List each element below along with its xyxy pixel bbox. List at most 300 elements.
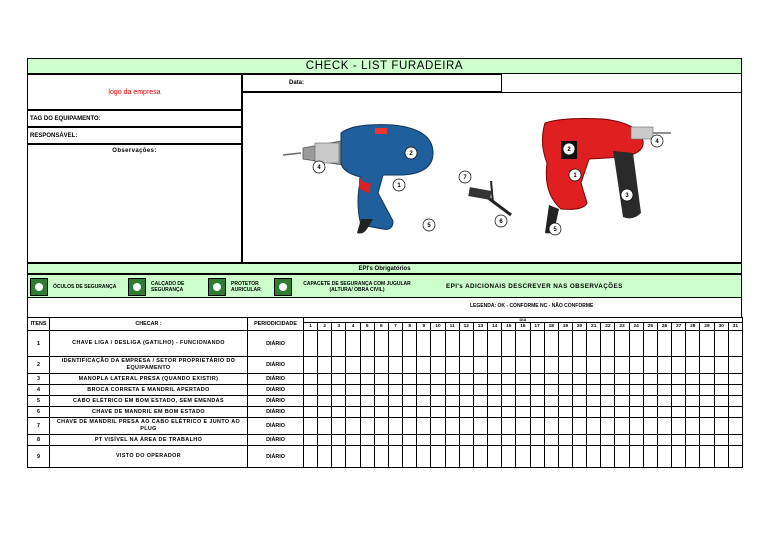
day-check-cell[interactable] — [304, 418, 318, 435]
day-check-cell[interactable] — [558, 331, 572, 357]
day-check-cell[interactable] — [714, 385, 728, 396]
day-check-cell[interactable] — [431, 331, 445, 357]
day-check-cell[interactable] — [572, 446, 586, 468]
day-header: 4 — [346, 323, 360, 331]
day-check-cell[interactable] — [672, 446, 686, 468]
day-check-cell[interactable] — [502, 418, 516, 435]
day-check-cell[interactable] — [360, 418, 374, 435]
day-check-cell[interactable] — [332, 385, 346, 396]
day-check-cell[interactable] — [374, 407, 388, 418]
day-check-cell[interactable] — [318, 407, 332, 418]
day-check-cell[interactable] — [629, 446, 643, 468]
day-check-cell[interactable] — [672, 396, 686, 407]
day-check-cell[interactable] — [318, 418, 332, 435]
day-check-cell[interactable] — [388, 357, 402, 374]
day-check-cell[interactable] — [304, 385, 318, 396]
day-check-cell[interactable] — [346, 374, 360, 385]
day-check-cell[interactable] — [374, 396, 388, 407]
day-check-cell[interactable] — [445, 385, 459, 396]
day-check-cell[interactable] — [417, 374, 431, 385]
day-check-cell[interactable] — [587, 407, 601, 418]
day-check-cell[interactable] — [360, 357, 374, 374]
day-check-cell[interactable] — [572, 396, 586, 407]
day-check-cell[interactable] — [530, 446, 544, 468]
day-check-cell[interactable] — [516, 331, 530, 357]
day-check-cell[interactable] — [657, 357, 671, 374]
day-check-cell[interactable] — [643, 357, 657, 374]
day-check-cell[interactable] — [657, 407, 671, 418]
day-check-cell[interactable] — [304, 331, 318, 357]
day-check-cell[interactable] — [445, 435, 459, 446]
day-check-cell[interactable] — [318, 374, 332, 385]
day-check-cell[interactable] — [473, 435, 487, 446]
day-check-cell[interactable] — [686, 418, 700, 435]
day-check-cell[interactable] — [403, 418, 417, 435]
day-check-cell[interactable] — [643, 418, 657, 435]
day-check-cell[interactable] — [572, 331, 586, 357]
day-check-cell[interactable] — [459, 418, 473, 435]
day-check-cell[interactable] — [502, 435, 516, 446]
day-check-cell[interactable] — [332, 435, 346, 446]
day-check-cell[interactable] — [629, 357, 643, 374]
day-check-cell[interactable] — [417, 331, 431, 357]
day-check-cell[interactable] — [403, 396, 417, 407]
day-check-cell[interactable] — [431, 374, 445, 385]
day-check-cell[interactable] — [558, 418, 572, 435]
day-check-cell[interactable] — [459, 435, 473, 446]
day-check-cell[interactable] — [615, 418, 629, 435]
day-check-cell[interactable] — [459, 357, 473, 374]
day-check-cell[interactable] — [643, 396, 657, 407]
day-check-cell[interactable] — [488, 396, 502, 407]
day-check-cell[interactable] — [530, 396, 544, 407]
day-check-cell[interactable] — [346, 385, 360, 396]
day-check-cell[interactable] — [643, 446, 657, 468]
day-check-cell[interactable] — [544, 357, 558, 374]
day-check-cell[interactable] — [403, 446, 417, 468]
day-check-cell[interactable] — [332, 407, 346, 418]
day-check-cell[interactable] — [374, 446, 388, 468]
day-check-cell[interactable] — [714, 418, 728, 435]
day-check-cell[interactable] — [502, 446, 516, 468]
day-check-cell[interactable] — [587, 357, 601, 374]
day-check-cell[interactable] — [473, 385, 487, 396]
day-check-cell[interactable] — [332, 374, 346, 385]
day-check-cell[interactable] — [700, 435, 714, 446]
day-check-cell[interactable] — [686, 435, 700, 446]
day-check-cell[interactable] — [686, 374, 700, 385]
day-check-cell[interactable] — [516, 357, 530, 374]
day-check-cell[interactable] — [502, 407, 516, 418]
red-drill-image — [542, 119, 671, 234]
day-check-cell[interactable] — [572, 435, 586, 446]
day-check-cell[interactable] — [558, 407, 572, 418]
day-check-cell[interactable] — [657, 331, 671, 357]
day-check-cell[interactable] — [318, 357, 332, 374]
day-check-cell[interactable] — [374, 331, 388, 357]
day-check-cell[interactable] — [657, 446, 671, 468]
day-check-cell[interactable] — [445, 407, 459, 418]
day-check-cell[interactable] — [558, 435, 572, 446]
day-check-cell[interactable] — [601, 385, 615, 396]
day-check-cell[interactable] — [332, 357, 346, 374]
day-check-cell[interactable] — [643, 331, 657, 357]
day-check-cell[interactable] — [700, 385, 714, 396]
day-check-cell[interactable] — [629, 418, 643, 435]
day-check-cell[interactable] — [686, 407, 700, 418]
day-check-cell[interactable] — [473, 331, 487, 357]
day-check-cell[interactable] — [544, 396, 558, 407]
day-check-cell[interactable] — [558, 357, 572, 374]
day-check-cell[interactable] — [473, 357, 487, 374]
day-check-cell[interactable] — [530, 407, 544, 418]
col-header-period: PERIODICIDADE — [248, 318, 304, 331]
day-check-cell[interactable] — [304, 435, 318, 446]
day-check-cell[interactable] — [728, 396, 742, 407]
day-check-cell[interactable] — [700, 418, 714, 435]
day-check-cell[interactable] — [431, 357, 445, 374]
day-check-cell[interactable] — [516, 407, 530, 418]
day-check-cell[interactable] — [488, 374, 502, 385]
day-check-cell[interactable] — [318, 435, 332, 446]
day-check-cell[interactable] — [388, 446, 402, 468]
day-check-cell[interactable] — [459, 385, 473, 396]
day-check-cell[interactable] — [488, 331, 502, 357]
day-check-cell[interactable] — [572, 407, 586, 418]
day-check-cell[interactable] — [488, 435, 502, 446]
day-check-cell[interactable] — [417, 435, 431, 446]
day-check-cell[interactable] — [304, 396, 318, 407]
day-check-cell[interactable] — [601, 407, 615, 418]
day-check-cell[interactable] — [388, 385, 402, 396]
day-check-cell[interactable] — [629, 435, 643, 446]
day-check-cell[interactable] — [304, 446, 318, 468]
row-periodicity: DIÁRIO — [248, 331, 304, 357]
day-check-cell[interactable] — [700, 331, 714, 357]
day-header: 16 — [516, 323, 530, 331]
day-check-cell[interactable] — [417, 385, 431, 396]
day-check-cell[interactable] — [346, 357, 360, 374]
day-check-cell[interactable] — [657, 385, 671, 396]
day-check-cell[interactable] — [530, 331, 544, 357]
day-check-cell[interactable] — [728, 374, 742, 385]
day-check-cell[interactable] — [488, 385, 502, 396]
day-check-cell[interactable] — [686, 446, 700, 468]
company-logo-placeholder: logo da empresa — [27, 74, 242, 110]
day-check-cell[interactable] — [473, 418, 487, 435]
day-check-cell[interactable] — [459, 396, 473, 407]
day-check-cell[interactable] — [657, 396, 671, 407]
day-check-cell[interactable] — [417, 446, 431, 468]
day-check-cell[interactable] — [431, 385, 445, 396]
day-check-cell[interactable] — [558, 385, 572, 396]
day-check-cell[interactable] — [304, 407, 318, 418]
observations-field[interactable] — [27, 144, 242, 263]
day-check-cell[interactable] — [714, 446, 728, 468]
day-check-cell[interactable] — [714, 407, 728, 418]
day-check-cell[interactable] — [700, 374, 714, 385]
day-check-cell[interactable] — [360, 435, 374, 446]
day-check-cell[interactable] — [558, 374, 572, 385]
day-check-cell[interactable] — [558, 446, 572, 468]
day-check-cell[interactable] — [374, 418, 388, 435]
day-check-cell[interactable] — [601, 357, 615, 374]
day-check-cell[interactable] — [488, 446, 502, 468]
day-check-cell[interactable] — [587, 385, 601, 396]
day-check-cell[interactable] — [601, 446, 615, 468]
day-check-cell[interactable] — [459, 374, 473, 385]
day-check-cell[interactable] — [530, 357, 544, 374]
day-check-cell[interactable] — [318, 331, 332, 357]
day-check-cell[interactable] — [488, 407, 502, 418]
day-check-cell[interactable] — [516, 446, 530, 468]
day-check-cell[interactable] — [615, 385, 629, 396]
day-check-cell[interactable] — [403, 331, 417, 357]
epi-item-ear — [208, 278, 271, 296]
day-check-cell[interactable] — [672, 374, 686, 385]
day-check-cell[interactable] — [516, 418, 530, 435]
day-check-cell[interactable] — [445, 446, 459, 468]
day-check-cell[interactable] — [615, 407, 629, 418]
day-check-cell[interactable] — [643, 385, 657, 396]
day-check-cell[interactable] — [544, 435, 558, 446]
day-check-cell[interactable] — [332, 446, 346, 468]
day-check-cell[interactable] — [601, 435, 615, 446]
day-check-cell[interactable] — [374, 435, 388, 446]
day-check-cell[interactable] — [686, 331, 700, 357]
day-check-cell[interactable] — [318, 396, 332, 407]
day-check-cell[interactable] — [643, 435, 657, 446]
day-check-cell[interactable] — [445, 396, 459, 407]
day-check-cell[interactable] — [558, 396, 572, 407]
day-check-cell[interactable] — [318, 385, 332, 396]
epi-required-header: EPI's Obrigatórios — [27, 263, 742, 274]
day-check-cell[interactable] — [473, 374, 487, 385]
day-check-cell[interactable] — [629, 396, 643, 407]
day-check-cell[interactable] — [686, 357, 700, 374]
day-check-cell[interactable] — [686, 385, 700, 396]
day-check-cell[interactable] — [700, 407, 714, 418]
responsible-field[interactable] — [27, 127, 242, 144]
legend-text: LEGENDA: OK - CONFORME NC - NÃO CONFORME — [470, 303, 594, 309]
day-check-cell[interactable] — [332, 396, 346, 407]
day-check-cell[interactable] — [346, 418, 360, 435]
day-check-cell[interactable] — [488, 357, 502, 374]
day-check-cell[interactable] — [714, 331, 728, 357]
day-check-cell[interactable] — [615, 357, 629, 374]
day-check-cell[interactable] — [615, 435, 629, 446]
row-check-item: CHAVE DE MANDRIL EM BOM ESTADO — [50, 407, 248, 418]
day-check-cell[interactable] — [417, 418, 431, 435]
day-check-cell[interactable] — [700, 446, 714, 468]
day-check-cell[interactable] — [473, 446, 487, 468]
day-check-cell[interactable] — [572, 374, 586, 385]
day-check-cell[interactable] — [516, 435, 530, 446]
day-check-cell[interactable] — [516, 396, 530, 407]
day-check-cell[interactable] — [516, 374, 530, 385]
day-check-cell[interactable] — [572, 418, 586, 435]
day-check-cell[interactable] — [403, 435, 417, 446]
day-check-cell[interactable] — [714, 374, 728, 385]
day-check-cell[interactable] — [544, 407, 558, 418]
day-check-cell[interactable] — [728, 446, 742, 468]
day-check-cell[interactable] — [587, 435, 601, 446]
day-check-cell[interactable] — [601, 374, 615, 385]
day-check-cell[interactable] — [728, 331, 742, 357]
day-check-cell[interactable] — [544, 446, 558, 468]
day-check-cell[interactable] — [572, 385, 586, 396]
day-check-cell[interactable] — [388, 407, 402, 418]
day-check-cell[interactable] — [431, 446, 445, 468]
day-check-cell[interactable] — [502, 396, 516, 407]
day-check-cell[interactable] — [643, 407, 657, 418]
day-check-cell[interactable] — [459, 331, 473, 357]
day-check-cell[interactable] — [615, 331, 629, 357]
day-check-cell[interactable] — [374, 374, 388, 385]
day-check-cell[interactable] — [728, 385, 742, 396]
table-row — [28, 446, 743, 468]
day-check-cell[interactable] — [431, 407, 445, 418]
day-check-cell[interactable] — [657, 374, 671, 385]
day-check-cell[interactable] — [728, 357, 742, 374]
day-check-cell[interactable] — [388, 374, 402, 385]
day-check-cell[interactable] — [516, 385, 530, 396]
row-periodicity: DIÁRIO — [248, 446, 304, 468]
day-check-cell[interactable] — [360, 446, 374, 468]
day-check-cell[interactable] — [403, 374, 417, 385]
day-check-cell[interactable] — [473, 407, 487, 418]
day-check-cell[interactable] — [657, 418, 671, 435]
day-check-cell[interactable] — [714, 396, 728, 407]
day-check-cell[interactable] — [502, 357, 516, 374]
day-check-cell[interactable] — [332, 418, 346, 435]
day-check-cell[interactable] — [629, 385, 643, 396]
day-check-cell[interactable] — [346, 396, 360, 407]
day-check-cell[interactable] — [445, 357, 459, 374]
date-field[interactable] — [242, 74, 502, 92]
day-check-cell[interactable] — [360, 407, 374, 418]
day-check-cell[interactable] — [374, 357, 388, 374]
day-check-cell[interactable] — [530, 435, 544, 446]
day-check-cell[interactable] — [417, 396, 431, 407]
day-check-cell[interactable] — [502, 331, 516, 357]
day-check-cell[interactable] — [714, 357, 728, 374]
day-check-cell[interactable] — [417, 407, 431, 418]
day-check-cell[interactable] — [388, 435, 402, 446]
day-check-cell[interactable] — [346, 446, 360, 468]
day-check-cell[interactable] — [601, 331, 615, 357]
day-check-cell[interactable] — [672, 357, 686, 374]
day-check-cell[interactable] — [403, 407, 417, 418]
day-check-cell[interactable] — [388, 396, 402, 407]
day-check-cell[interactable] — [572, 357, 586, 374]
day-check-cell[interactable] — [403, 357, 417, 374]
day-check-cell[interactable] — [459, 407, 473, 418]
day-check-cell[interactable] — [403, 385, 417, 396]
day-check-cell[interactable] — [714, 435, 728, 446]
day-check-cell[interactable] — [346, 435, 360, 446]
day-check-cell[interactable] — [657, 435, 671, 446]
day-check-cell[interactable] — [530, 385, 544, 396]
ear-protector-icon — [208, 278, 226, 296]
day-check-cell[interactable] — [615, 374, 629, 385]
day-check-cell[interactable] — [587, 418, 601, 435]
day-check-cell[interactable] — [587, 446, 601, 468]
day-check-cell[interactable] — [544, 418, 558, 435]
day-check-cell[interactable] — [672, 418, 686, 435]
equipment-tag-field[interactable] — [27, 110, 242, 127]
day-check-cell[interactable] — [672, 385, 686, 396]
day-check-cell[interactable] — [388, 418, 402, 435]
day-check-cell[interactable] — [700, 357, 714, 374]
day-check-cell[interactable] — [672, 407, 686, 418]
callout-right-1: 1 — [573, 173, 577, 179]
day-check-cell[interactable] — [587, 331, 601, 357]
day-check-cell[interactable] — [728, 435, 742, 446]
day-check-cell[interactable] — [672, 331, 686, 357]
day-check-cell[interactable] — [544, 385, 558, 396]
day-check-cell[interactable] — [502, 374, 516, 385]
day-check-cell[interactable] — [530, 418, 544, 435]
day-check-cell[interactable] — [686, 396, 700, 407]
day-check-cell[interactable] — [700, 396, 714, 407]
day-check-cell[interactable] — [473, 396, 487, 407]
day-check-cell[interactable] — [360, 331, 374, 357]
day-check-cell[interactable] — [544, 374, 558, 385]
day-check-cell[interactable] — [304, 374, 318, 385]
day-check-cell[interactable] — [431, 435, 445, 446]
day-check-cell[interactable] — [304, 357, 318, 374]
day-check-cell[interactable] — [601, 396, 615, 407]
day-check-cell[interactable] — [417, 357, 431, 374]
day-check-cell[interactable] — [388, 331, 402, 357]
day-check-cell[interactable] — [346, 331, 360, 357]
day-check-cell[interactable] — [615, 446, 629, 468]
day-check-cell[interactable] — [459, 446, 473, 468]
day-check-cell[interactable] — [488, 418, 502, 435]
day-check-cell[interactable] — [615, 396, 629, 407]
day-check-cell[interactable] — [445, 418, 459, 435]
day-check-cell[interactable] — [332, 331, 346, 357]
day-check-cell[interactable] — [629, 331, 643, 357]
row-check-item: IDENTIFICAÇÃO DA EMPRESA / SETOR PROPRIETÁRIO DO EQUIPAMENTO — [50, 357, 248, 374]
day-check-cell[interactable] — [587, 396, 601, 407]
day-check-cell[interactable] — [530, 374, 544, 385]
day-check-cell[interactable] — [360, 374, 374, 385]
day-check-cell[interactable] — [587, 374, 601, 385]
checklist-table — [27, 317, 743, 468]
table-row — [28, 374, 743, 385]
day-check-cell[interactable] — [374, 385, 388, 396]
day-check-cell[interactable] — [629, 374, 643, 385]
day-check-cell[interactable] — [360, 396, 374, 407]
day-check-cell[interactable] — [346, 407, 360, 418]
day-check-cell[interactable] — [431, 396, 445, 407]
day-check-cell[interactable] — [360, 385, 374, 396]
day-check-cell[interactable] — [502, 385, 516, 396]
day-check-cell[interactable] — [445, 374, 459, 385]
day-check-cell[interactable] — [629, 407, 643, 418]
day-check-cell[interactable] — [318, 446, 332, 468]
day-check-cell[interactable] — [728, 407, 742, 418]
day-check-cell[interactable] — [544, 331, 558, 357]
day-check-cell[interactable] — [431, 418, 445, 435]
day-check-cell[interactable] — [672, 435, 686, 446]
day-check-cell[interactable] — [728, 418, 742, 435]
day-check-cell[interactable] — [601, 418, 615, 435]
day-check-cell[interactable] — [445, 331, 459, 357]
day-check-cell[interactable] — [643, 374, 657, 385]
